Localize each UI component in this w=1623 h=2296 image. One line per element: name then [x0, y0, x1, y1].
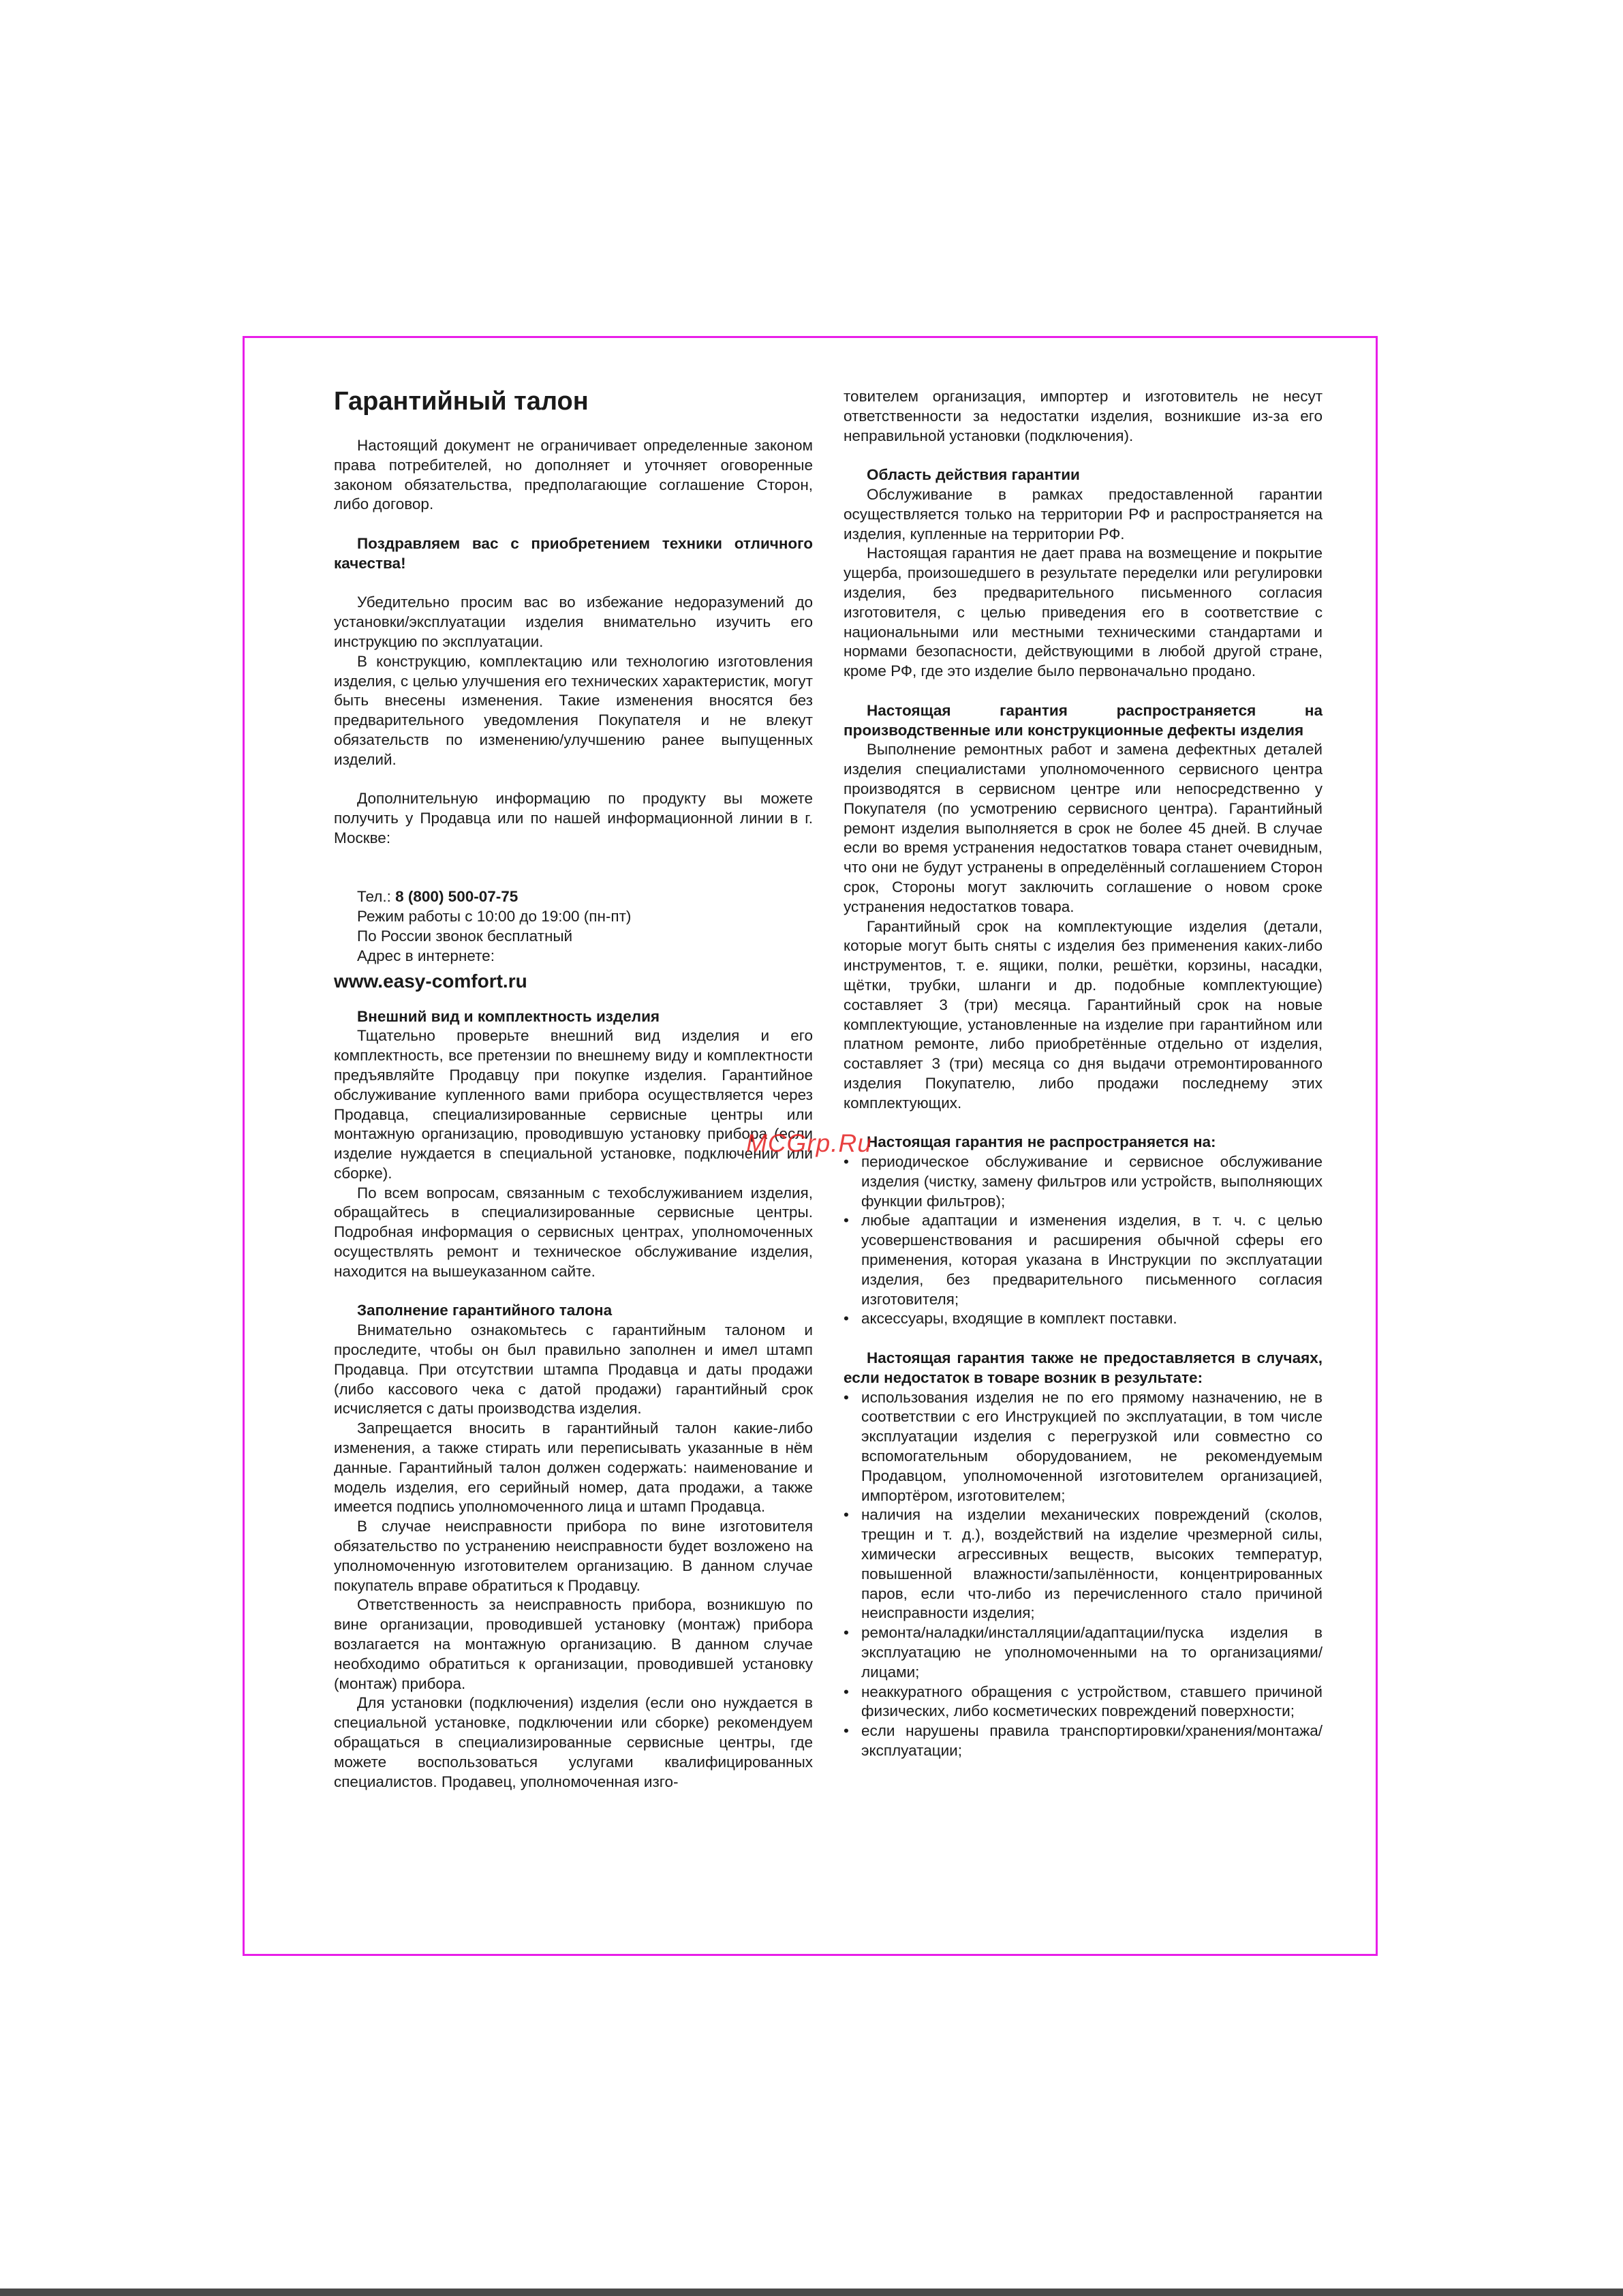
paragraph-components: Гарантийный срок на комплектующие изделия (детали, которые могут быть сняты с изделия без применения каких-либо инструментов, т. е. ящики, полки, решётки, корзины, насадки, щётки, трубки, шланги и др. подобные комплектующие) составляет 3 (три) месяца. Гарантийный срок на новые комплектующие, установленные на изделие при гарантийном или платном ремонте, либо приобретённые отдельно от изделия, составляет 3 (три) месяца со дня выдачи отремонтированного изделия Покупателю, либо продажи последнему этих комплектующих. — [844, 917, 1323, 1112]
heading-not-apply: Настоящая гарантия не распространяется на: — [867, 1133, 1216, 1151]
contact-web-label: Адрес в интернете: — [357, 947, 495, 964]
right-column — [844, 387, 1323, 1761]
list-item: • периодическое обслуживание и сервисное обслуживание изделия (чистку, замену фильтров или устройств, выполняющих функции фильтров); — [844, 1152, 1323, 1211]
congrats-heading: Поздравляем вас с приобретением техники отличного качества! — [334, 534, 813, 572]
paragraph-scope: Обслуживание в рамках предоставленной гарантии осуществляется только на территории РФ и распространяется на изделия, купленные на территории РФ. — [844, 485, 1323, 542]
heading-cases: Настоящая гарантия также не предоставляется в случаях, если недостаток в товаре возник в результате: — [844, 1349, 1323, 1386]
intro-paragraph: Настоящий документ не ограничивает определенные законом права потребителей, но дополняет и уточняет оговоренные законом обязательства, предполагающие соглашение Сторон, либо договор. — [334, 437, 813, 513]
heading-defects: Настоящая гарантия распространяется на производственные или конструкционные дефекты изделия — [844, 701, 1323, 739]
paragraph-prohibited: Запрещается вносить в гарантийный талон какие-либо изменения, а также стирать или переписывать указанные в нём данные. Гарантийный талон должен содержать: наименование и модель изделия, его серийный номер, дата продажи, а также имеется подпись уполномоченного лица и штамп Продавца. — [334, 1420, 813, 1516]
phone-number: 8 (800) 500-07-75 — [395, 888, 519, 906]
left-column — [334, 386, 813, 1792]
paragraph-no-compensation: Настоящая гарантия не дает права на возмещение и покрытие ущерба, произошедшего в результате переделки или регулировки изделия, без предварительного письменного согласия изготовителя, с целью приведения его в соответствие с национальными или местными техническими стандартами и нормами безопасности, действующими в любой другой стране, кроме РФ, где это изделие было первоначально продано. — [844, 545, 1323, 680]
bottom-strip — [0, 2289, 1623, 2296]
paragraph-filling: Внимательно ознакомьтесь с гарантийным талоном и проследите, чтобы он был правильно заполнен и имел штамп Продавца. При отсутствии штампа Продавца и даты продажи (либо кассового чека с датой продажи) гарантийный срок исчисляется с даты производства изделия. — [334, 1321, 813, 1418]
list-not-apply — [844, 1152, 1323, 1329]
website-link[interactable]: www.easy-comfort.ru — [334, 970, 527, 992]
paragraph-fault-installer: Ответственность за неисправность прибора, возникшую по вине организации, проводившей установку (монтаж) прибора возлагается на монтажную организацию. В данном случае необходимо обратиться к организации, проводившей установку (монтаж) прибора. — [334, 1596, 813, 1692]
phone-label: Тел.: — [357, 888, 396, 906]
list-item: • аксессуары, входящие в комплект поставки. — [844, 1309, 1323, 1329]
list-item: • ремонта/наладки/инсталляции/адаптации/пуска изделия в эксплуатацию не уполномоченными на то организациями/лицами; — [844, 1623, 1323, 1682]
paragraph-service: По всем вопросам, связанным с техобслуживанием изделия, обращайтесь в специализированные сервисные центры. Подробная информация о сервисных центрах, уполномоченных осуществлять ремонт и техническое обслуживание изделия, находится на вышеуказанном сайте. — [334, 1184, 813, 1280]
paragraph-appearance: Тщательно проверьте внешний вид изделия и его комплектность, все претензии по внешнему виду и комплектности предъявляйте Продавцу при покупке изделия. Гарантийное обслуживание купленного вами прибора осуществляется через Продавца, специализированные сервисные центры или монтажную организацию, проводившую установку прибора (если изделие нуждается в специальной установке, подключении или сборке). — [334, 1027, 813, 1182]
document-title: Гарантийный талон — [334, 387, 589, 416]
list-item: • использования изделия не по его прямому назначению, не в соответствии с его Инструкцией по эксплуатации, в том числе эксплуатации изделия с перегрузкой или совместно со вспомогательным оборудованием, не рекомендуемым Продавцом, уполномоченной изготовителем организацией, импортёром, изготовителем; — [844, 1388, 1323, 1506]
list-cases — [844, 1388, 1323, 1761]
heading-appearance: Внешний вид и комплектность изделия — [357, 1007, 660, 1025]
list-item: • любые адаптации и изменения изделия, в т. ч. с целью усовершенствования и расширения обычной сферы его применения, которая указана в Инструкции по эксплуатации изделия, без предварительного письменного согласия изготовителя; — [844, 1211, 1323, 1309]
paragraph-info: Дополнительную информацию по продукту вы можете получить у Продавца или по нашей информационной линии в г. Москве: — [334, 790, 813, 846]
contact-hours: Режим работы с 10:00 до 19:00 (пн-пт) — [357, 908, 632, 925]
list-item: • если нарушены правила транспортировки/хранения/монтажа/эксплуатации; — [844, 1721, 1323, 1761]
heading-filling: Заполнение гарантийного талона — [357, 1302, 613, 1319]
paragraph-instructions: Убедительно просим вас во избежание недоразумений до установки/эксплуатации изделия внимательно изучить его инструкцию по эксплуатации. — [334, 594, 813, 650]
contact-free-call: По России звонок бесплатный — [357, 927, 573, 945]
list-item: • неаккуратного обращения с устройством, ставшего причиной физических, либо косметических повреждений поверхности; — [844, 1683, 1323, 1722]
paragraph-repair: Выполнение ремонтных работ и замена дефектных деталей изделия специалистами уполномоченного сервисного центра производятся в сервисном центре или непосредственно у Покупателя (по усмотрению сервисного центра). Гарантийный ремонт изделия выполняется в срок не более 45 дней. В случае если во время устранения недостатков товара станет очевидным, что они не будут устранены в определённый соглашением Сторон срок, Стороны могут заключить соглашение о новом сроке устранения недостатков товара. — [844, 741, 1323, 915]
paragraph-continuation: товителем организация, импортер и изготовитель не несут ответственности за недостатки изделия, возникшие из-за его неправильной установки (подключения). — [844, 388, 1323, 444]
paragraph-installation: Для установки (подключения) изделия (если оно нуждается в специальной установке, подключении или сборке) рекомендуем обращаться в специализированные сервисные центры, где можете воспользоваться услугами квалифицированных специалистов. Продавец, уполномоченная изго- — [334, 1694, 813, 1790]
heading-scope: Область действия гарантии — [867, 466, 1080, 484]
paragraph-changes: В конструкцию, комплектацию или технологию изготовления изделия, с целью улучшения его технических характеристик, могут быть внесены изменения. Такие изменения вносятся без предварительного уведомления Покупателя и не влекут обязательств по изменению/улучшению ранее выпущенных изделий. — [334, 652, 813, 768]
contact-phone — [334, 887, 813, 907]
paragraph-fault-manufacturer: В случае неисправности прибора по вине изготовителя обязательство по устранению неисправности будет возложено на уполномоченную изготовителем организацию. В данном случае покупатель вправе обратиться к Продавцу. — [334, 1518, 813, 1594]
watermark: MCGrp.Ru — [746, 1129, 872, 1157]
list-item: • наличия на изделии механических повреждений (сколов, трещин и т. д.), воздействий на изделие чрезмерной силы, химически агрессивных веществ, высоких температур, повышенной влажности/запылённости, концентрированных паров, если что-либо из перечисленного стало причиной неисправности изделия; — [844, 1505, 1323, 1623]
